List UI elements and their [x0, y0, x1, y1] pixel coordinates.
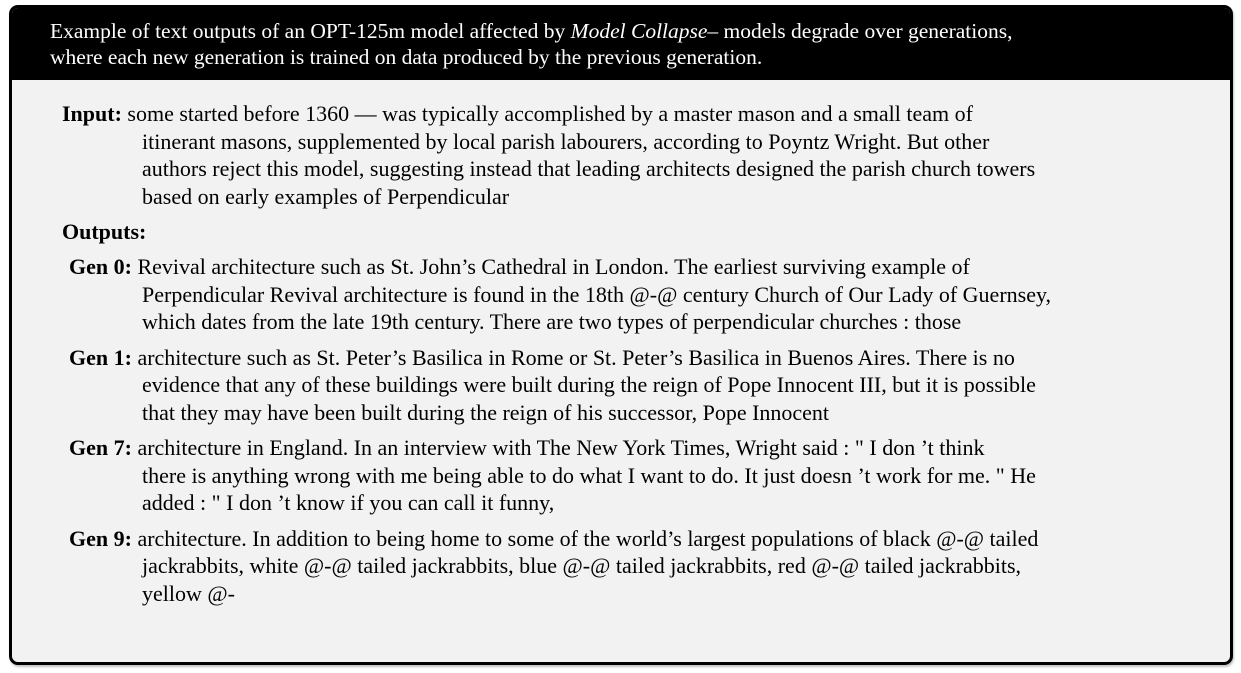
gen-line: architecture such as St. Peter’s Basilica in Rome or St. Peter’s Basilica in Buenos Aires. There is no: [131, 344, 1015, 370]
example-box: [9, 5, 1233, 665]
gen-entry-0: [62, 253, 1200, 336]
gen-first-line: [62, 525, 1200, 553]
gen-entry-1: [62, 344, 1200, 427]
gen-label: Gen 7:: [69, 435, 132, 460]
gen-label: Gen 9:: [69, 525, 132, 551]
gen-line: Revival architecture such as St. John’s Cathedral in London. The earliest surviving example of: [131, 254, 970, 279]
gen-label: Gen 1:: [69, 344, 132, 370]
gen-first-line: [62, 434, 1200, 462]
caption-header: [12, 8, 1230, 80]
input-first-line: [62, 100, 1200, 128]
content-area: [12, 80, 1230, 607]
outputs-heading: Outputs:: [62, 219, 147, 244]
input-label: Input:: [62, 101, 122, 126]
gen-line: jackrabbits, white @-@ tailed jackrabbits, blue @-@ tailed jackrabbits, red @-@ tailed jackrabbits,: [142, 553, 1022, 578]
input-line-1: itinerant masons, supplemented by local parish labourers, according to Poyntz Wright. But other: [142, 128, 990, 154]
input-line-3: based on early examples of Perpendicular: [142, 183, 510, 209]
gen-label: Gen 0:: [69, 254, 132, 279]
gen-line: there is anything wrong with me being able to do what I want to do. It just doesn ’t work for me. " He: [142, 462, 1036, 488]
input-line-2: authors reject this model, suggesting instead that leading architects designed the parish church towers: [142, 156, 1036, 181]
gen-line: that they may have been built during the reign of his successor, Pope Innocent: [142, 399, 830, 425]
gen-first-line: [62, 344, 1200, 372]
gen-entry-9: [62, 525, 1200, 608]
gen-line: which dates from the late 19th century. There are two types of perpendicular churches : those: [142, 309, 962, 334]
gen-line: Perpendicular Revival architecture is found in the 18th @-@ century Church of Our Lady of Guernsey,: [142, 281, 1052, 307]
gen-first-line: [62, 253, 1200, 281]
caption-text-2: – models degrade over generations,: [707, 19, 1013, 43]
gen-entry-7: [62, 434, 1200, 517]
gen-line: added : " I don ’t know if you can call it funny,: [142, 490, 555, 515]
input-entry: [62, 100, 1200, 210]
gen-line: architecture in England. In an interview with The New York Times, Wright said : " I don ’t think: [131, 435, 985, 460]
gen-line: architecture. In addition to being home to some of the world’s largest populations of black @-@ tailed: [131, 525, 1039, 551]
caption-line-2: where each new generation is trained on data produced by the previous generation.: [50, 45, 763, 69]
gen-line: yellow @-: [142, 580, 235, 606]
gen-line: evidence that any of these buildings were built during the reign of Pope Innocent III, but it is possible: [142, 372, 1036, 397]
input-line-0: some started before 1360 — was typically accomplished by a master mason and a small team of: [121, 101, 973, 126]
caption-text-1: Example of text outputs of an OPT-125m model affected by: [50, 19, 571, 43]
caption-italic: Model Collapse: [570, 19, 708, 43]
